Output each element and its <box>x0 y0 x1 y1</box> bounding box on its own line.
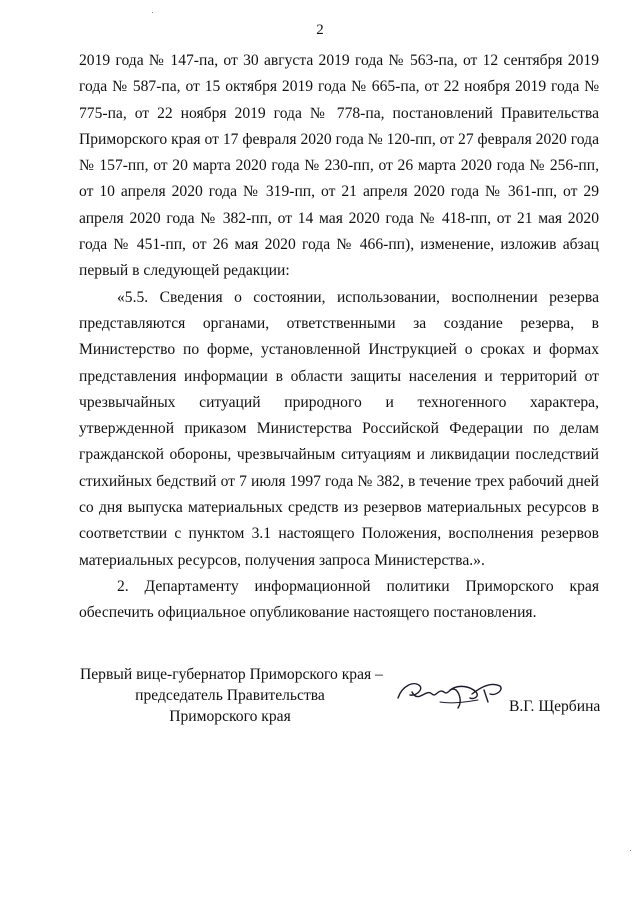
position-line-3: Приморского края <box>169 708 291 725</box>
handwritten-signature <box>392 668 510 718</box>
signer-name: В.Г. Щербина <box>509 698 601 715</box>
position-line-2: председатель Правительства <box>135 687 325 704</box>
paragraph-amendment-list: 2019 года № 147-па, от 30 августа 2019 года № 563-па, от 12 сентября 2019 года № 587-па, от 15 октября 2019 года № 665-па, от 22 ноября 2019 года № 775-па, от 22 ноября 2019 года № 778-па, постановлений Правительства Приморского края от 17 февраля 2020 года № 120-пп, от 27 февраля 2020 года № 157-пп, от 20 марта 2020 года № 230-пп, от 26 марта 2020 года № 256-пп, от 10 апреля 2020 года № 319-пп, от 21 апреля 2020 года № 361-пп, от 29 апреля 2020 года № 382-пп, от 14 мая 2020 года № 418-пп, от 21 мая 2020 года № 451-пп, от 26 мая 2020 года № 466-пп), изменение, изложив абзац первый в следующей редакции: <box>79 52 599 280</box>
scan-dot <box>152 12 153 13</box>
signatory-position <box>80 664 383 727</box>
position-line-1: Первый вице-губернатор Приморского края – <box>80 666 383 683</box>
paragraph-quoted-clause: «5.5. Сведения о состоянии, использовании, восполнении резерва представляются органами, ответственными за создание резерва, в Министерство по форме, установленной Инструкцией о сроках и формах представления информации в области защиты населения и территорий от чрезвычайных ситуаций природного и техногенного характера, утвержденной приказом Министерства Российской Федерации по делам гражданской обороны, чрезвычайным ситуациям и ликвидации последствий стихийных бедствий от 7 июля 1997 года № 382, в течение трех рабочий дней со дня выпуска материальных средств из резервов материальных ресурсов в соответствии с пунктом 3.1 настоящего Положения, восполнения резервов материальных ресурсов, получения запроса Министерства.». <box>79 288 599 569</box>
scan-dot <box>630 850 631 851</box>
paragraph-publication: 2. Департаменту информационной политики Приморского края обеспечить официальное опубликование настоящего постановления. <box>79 577 599 622</box>
document-body <box>79 48 599 627</box>
page-number: 2 <box>316 22 324 38</box>
